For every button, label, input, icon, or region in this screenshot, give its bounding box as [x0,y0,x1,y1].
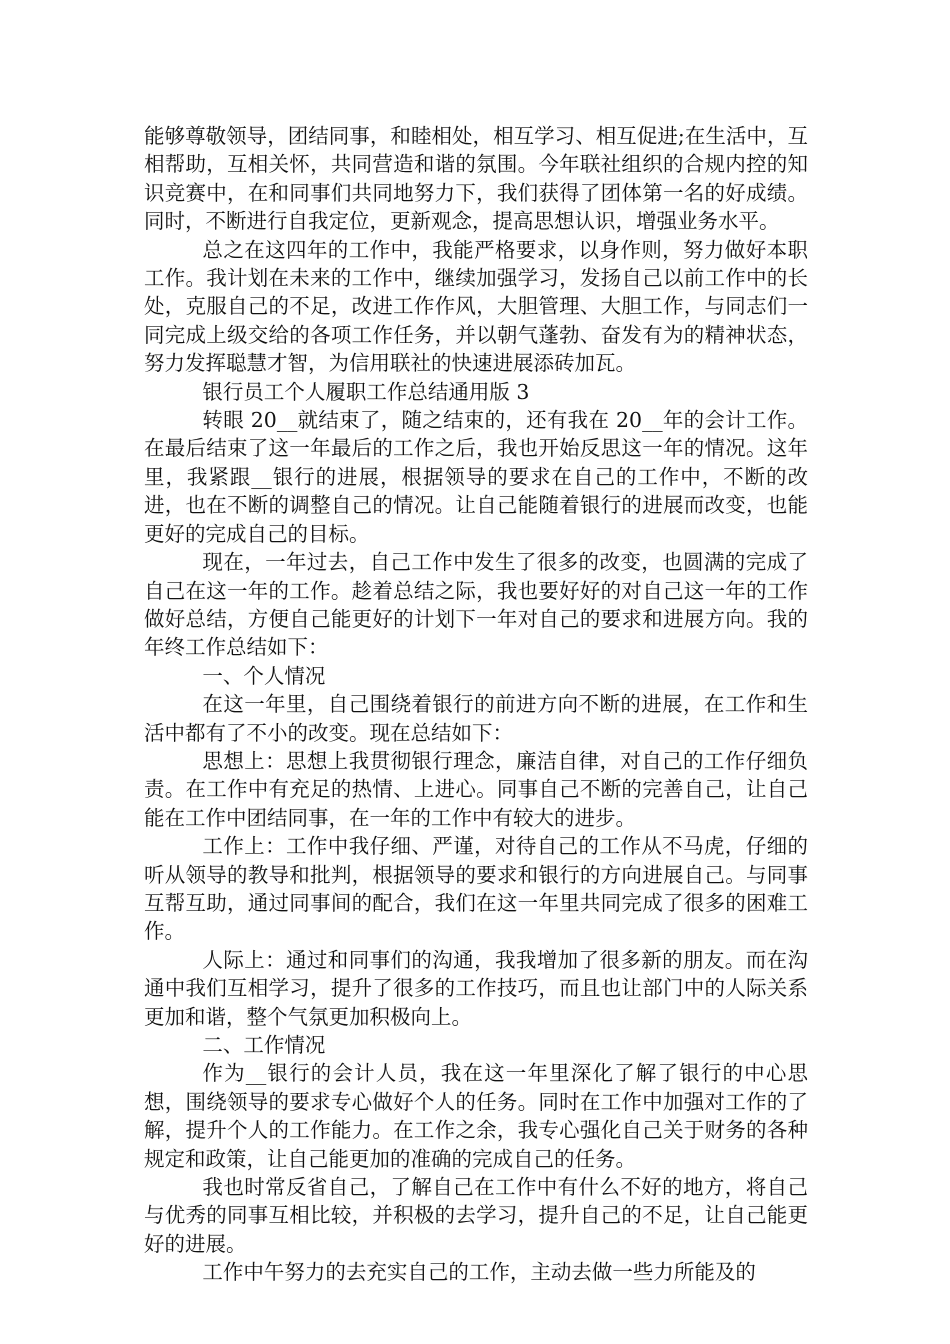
paragraph: 作为__银行的会计人员，我在这一年里深化了解了银行的中心思想，围绕领导的要求专心做好个人的任务。同时在工作中加强对工作的了解，提升个人的工作能力。在工作之余，我专心强化自己关于财务的各种规定和政策，让自己能更加的准确的完成自己的任务。 [144,1061,808,1171]
paragraph: 现在，一年过去，自己工作中发生了很多的改变，也圆满的完成了自己在这一年的工作。趁着总结之际，我也要好好的对自己这一年的工作做好总结，方便自己能更好的计划下一年对自己的要求和进展方向。我的年终工作总结如下： [144,550,808,660]
paragraph: 工作上：工作中我仔细、严谨，对待自己的工作从不马虎，仔细的听从领导的教导和批判，根据领导的要求和银行的方向进展自己。与同事互帮互助，通过同事间的配合，我们在这一年里共同完成了很多的困难工作。 [144,834,808,944]
section-title: 银行员工个人履职工作总结通用版 3 [202,379,530,404]
paragraph: 我也时常反省自己，了解自己在工作中有什么不好的地方，将自己与优秀的同事互相比较，并积极的去学习，提升自己的不足，让自己能更好的进展。 [144,1175,808,1256]
document-body [144,122,808,1287]
paragraph: 总之在这四年的工作中，我能严格要求，以身作则，努力做好本职工作。我计划在未来的工作中，继续加强学习，发扬自己以前工作中的长处，克服自己的不足，改进工作作风，大胆管理、大胆工作，与同志们一同完成上级交给的各项工作任务，并以朝气蓬勃、奋发有为的精神状态，努力发挥聪慧才智，为信用联社的快速进展添砖加瓦。 [144,237,808,376]
paragraph: 转眼 20__就结束了，随之结束的，还有我在 20__年的会计工作。在最后结束了这一年最后的工作之后，我也开始反思这一年的情况。这年里，我紧跟__银行的进展，根据领导的要求在自己的工作中，不断的改进，也在不断的调整自己的情况。让自己能随着银行的进展而改变，也能更好的完成自己的目标。 [144,408,808,546]
paragraph: 能够尊敬领导，团结同事，和睦相处，相互学习、相互促进;在生活中，互相帮助，互相关怀，共同营造和谐的氛围。今年联社组织的合规内控的知识竞赛中，在和同事们共同地努力下，我们获得了团体第一名的好成绩。同时，不断进行自我定位，更新观念，提高思想认识，增强业务水平。 [144,124,808,234]
paragraph: 人际上：通过和同事们的沟通，我我增加了很多新的朋友。而在沟通中我们互相学习，提升了很多的工作技巧，而且也让部门中的人际关系更加和谐，整个气氛更加积极向上。 [144,947,808,1029]
section-heading: 二、工作情况 [202,1033,326,1057]
paragraph: 工作中午努力的去充实自己的工作，主动去做一些力所能及的 [202,1260,756,1285]
paragraph: 在这一年里，自己围绕着银行的前进方向不断的进展，在工作和生活中都有了不小的改变。现在总结如下： [144,692,808,745]
paragraph: 思想上：思想上我贯彻银行理念，廉洁自律，对自己的工作仔细负责。在工作中有充足的热情、上进心。同事自己不断的完善自己，让自己能在工作中团结同事，在一年的工作中有较大的进步。 [144,748,808,830]
section-heading: 一、个人情况 [202,663,326,688]
